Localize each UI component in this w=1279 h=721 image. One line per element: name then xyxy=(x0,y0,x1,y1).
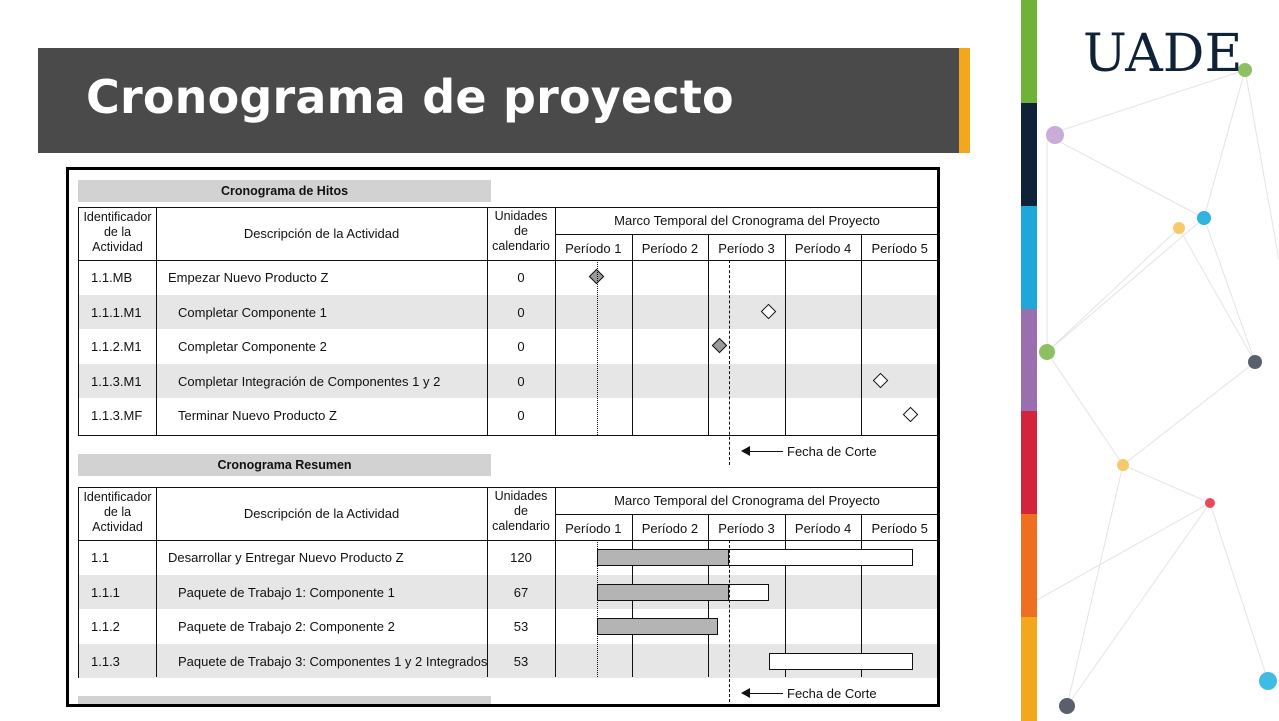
activity-description: Completar Componente 1 xyxy=(178,304,327,320)
header-units-line: calendario xyxy=(492,519,550,533)
header-id xyxy=(79,490,156,535)
header-units-line: Unidades xyxy=(494,489,548,503)
header-units xyxy=(487,489,555,534)
stripe-segment xyxy=(1021,0,1037,104)
header-period: Período 3 xyxy=(718,241,775,256)
activity-description: Paquete de Trabajo 2: Componente 2 xyxy=(178,619,395,634)
section-title-resumen: Cronograma Resumen xyxy=(78,454,491,476)
section-title-hitos: Cronograma de Hitos xyxy=(78,180,491,202)
header-period: Período 3 xyxy=(718,521,775,536)
calendar-units: 53 xyxy=(513,653,529,669)
header-period: Período 1 xyxy=(565,241,622,256)
slide-title: Cronograma de proyecto xyxy=(86,70,734,124)
arrowhead-icon xyxy=(741,446,750,456)
header-period: Período 4 xyxy=(794,241,852,256)
header-id-line: Identificador xyxy=(83,490,152,504)
calendar-units: 0 xyxy=(517,304,525,320)
progress-bar-completed xyxy=(597,584,729,601)
decorative-network-graphic xyxy=(1037,0,1279,720)
calendar-units: 53 xyxy=(513,619,529,634)
schedule-figure xyxy=(66,167,940,707)
cutoff-label-resumen: Fecha de Corte xyxy=(787,686,877,701)
header-description: Descripción de la Actividad xyxy=(243,506,400,521)
activity-id: 1.1.2.M1 xyxy=(91,339,142,354)
header-period: Período 5 xyxy=(871,521,928,536)
period-divider xyxy=(785,234,786,435)
calendar-units: 0 xyxy=(517,408,525,423)
stripe-segment xyxy=(1021,514,1037,618)
header-timeframe: Marco Temporal del Cronograma del Proyecto xyxy=(614,213,880,228)
header-period: Período 4 xyxy=(794,521,852,536)
header-units-line: calendario xyxy=(492,239,550,253)
timeframe-divider xyxy=(555,234,937,235)
uade-logo: UADE xyxy=(1083,24,1243,84)
progress-bar-completed xyxy=(597,549,729,566)
header-units-line: de xyxy=(514,504,528,518)
title-banner-accent xyxy=(959,48,970,153)
timeframe-divider xyxy=(555,514,937,515)
milestone-diamond-open xyxy=(903,407,919,423)
header-divider xyxy=(79,540,937,541)
activity-id: 1.1.3 xyxy=(91,653,120,669)
header-id-line: de la xyxy=(103,225,132,239)
progress-bar-remaining xyxy=(728,549,913,566)
header-id-line: Identificador xyxy=(83,210,152,224)
column-divider xyxy=(156,208,157,435)
activity-description: Completar Componente 2 xyxy=(178,339,327,354)
progress-bar-remaining xyxy=(769,653,912,670)
calendar-units: 120 xyxy=(510,550,532,565)
arrowhead-icon xyxy=(741,688,750,698)
activity-description: Empezar Nuevo Producto Z xyxy=(168,270,329,285)
progress-bar-completed xyxy=(597,618,718,635)
period-divider xyxy=(708,234,709,435)
progress-bar-remaining xyxy=(728,584,770,601)
activity-description: Terminar Nuevo Producto Z xyxy=(178,408,337,423)
summary-schedule-table xyxy=(78,487,938,678)
header-id-line: Actividad xyxy=(92,520,143,534)
header-period: Período 1 xyxy=(565,521,622,536)
header-description: Descripción de la Actividad xyxy=(243,226,400,241)
header-id-line: de la xyxy=(103,505,132,519)
cutoff-label-hitos: Fecha de Corte xyxy=(787,444,877,459)
activity-description: Paquete de Trabajo 3: Componentes 1 y 2 Integrados xyxy=(178,653,488,669)
milestone-diamond-filled xyxy=(711,338,727,354)
start-date-line xyxy=(597,260,598,435)
activity-description: Desarrollar y Entregar Nuevo Producto Z xyxy=(168,550,404,565)
activity-id: 1.1 xyxy=(91,550,110,565)
activity-description: Completar Integración de Componentes 1 y 2 xyxy=(178,373,441,389)
calendar-units: 67 xyxy=(513,584,529,600)
cutoff-arrow-hitos xyxy=(745,451,783,452)
stripe-segment xyxy=(1021,411,1037,515)
milestone-schedule-table xyxy=(78,207,938,436)
activity-id: 1.1.3.M1 xyxy=(91,373,142,389)
header-period: Período 5 xyxy=(871,241,928,256)
cutoff-date-line xyxy=(729,260,730,465)
calendar-units: 0 xyxy=(517,373,525,389)
header-id xyxy=(79,210,156,255)
header-timeframe: Marco Temporal del Cronograma del Proyecto xyxy=(614,493,880,508)
cutoff-arrow-resumen xyxy=(745,693,783,694)
stripe-segment xyxy=(1021,206,1037,310)
header-divider xyxy=(79,260,937,261)
activity-id: 1.1.3.MF xyxy=(91,408,143,423)
activity-id: 1.1.MB xyxy=(91,270,133,285)
header-id-line: Actividad xyxy=(92,240,143,254)
column-divider xyxy=(555,488,556,677)
activity-id: 1.1.1.M1 xyxy=(91,304,142,320)
header-units-line: Unidades xyxy=(494,209,548,223)
header-units-line: de xyxy=(514,224,528,238)
stripe-segment xyxy=(1021,309,1037,413)
header-period: Período 2 xyxy=(641,521,699,536)
stripe-segment xyxy=(1021,103,1037,207)
start-date-line xyxy=(597,540,598,677)
calendar-units: 0 xyxy=(517,270,525,285)
header-units xyxy=(487,209,555,254)
activity-id: 1.1.2 xyxy=(91,619,120,634)
cutoff-date-line xyxy=(729,540,730,707)
calendar-units: 0 xyxy=(517,339,525,354)
period-divider xyxy=(861,234,862,435)
header-period: Período 2 xyxy=(641,241,699,256)
period-divider xyxy=(632,234,633,435)
activity-description: Paquete de Trabajo 1: Componente 1 xyxy=(178,584,395,600)
activity-id: 1.1.1 xyxy=(91,584,120,600)
stripe-segment xyxy=(1021,617,1037,721)
section-title-detallado-partial xyxy=(78,696,491,707)
